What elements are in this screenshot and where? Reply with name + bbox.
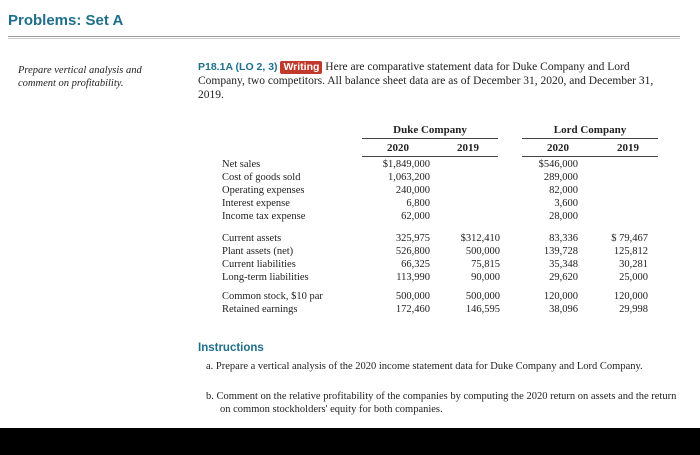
- row-value: 500,000: [465, 291, 500, 302]
- writing-badge: Writing: [280, 61, 322, 74]
- row-value: 113,990: [396, 272, 430, 283]
- row-value: 172,460: [395, 304, 430, 315]
- year-header: 2019: [617, 142, 639, 154]
- header-divider: [8, 36, 680, 37]
- row-label: Common stock, $10 par: [222, 291, 323, 302]
- year-header: 2020: [387, 142, 409, 154]
- row-label: Operating expenses: [222, 185, 305, 196]
- row-value: 29,998: [619, 304, 648, 315]
- row-value: 289,000: [543, 172, 578, 183]
- row-value: 75,815: [471, 259, 500, 270]
- problem-statement: [198, 60, 676, 102]
- section-title: Problems: Set A: [8, 12, 124, 29]
- company-rule-duke: [362, 138, 498, 139]
- row-value: 325,975: [395, 233, 430, 244]
- year-rule-lord: [522, 156, 658, 157]
- row-label: Retained earnings: [222, 304, 298, 315]
- row-label: Net sales: [222, 159, 261, 170]
- margin-note: Prepare vertical analysis and comment on profitability.: [18, 65, 142, 89]
- row-label: Interest expense: [222, 198, 290, 209]
- instructions-title: Instructions: [198, 342, 264, 354]
- row-label: Income tax expense: [222, 211, 306, 222]
- company-header-lord: Lord Company: [553, 124, 627, 136]
- row-value: 28,000: [549, 211, 578, 222]
- row-value: 35,348: [549, 259, 578, 270]
- row-value: 38,096: [549, 304, 578, 315]
- row-value: 139,728: [543, 246, 578, 257]
- row-value: 6,800: [406, 198, 430, 209]
- row-label: Cost of goods sold: [222, 172, 301, 183]
- row-label: Current liabilities: [222, 259, 296, 270]
- row-value: 29,620: [549, 272, 578, 283]
- row-label: Plant assets (net): [222, 246, 294, 257]
- instruction-item-a: a. Prepare a vertical analysis of the 2020 income statement data for Duke Company and Lord Company.: [206, 361, 643, 372]
- year-header: 2020: [547, 142, 569, 154]
- row-value: 62,000: [401, 211, 430, 222]
- row-value: 125,812: [613, 246, 648, 257]
- bottom-bar: [0, 428, 700, 455]
- row-label: Long-term liabilities: [222, 272, 309, 283]
- row-value: 90,000: [471, 272, 500, 283]
- row-value: $546,000: [538, 159, 578, 170]
- company-header-duke: Duke Company: [393, 124, 467, 136]
- row-value: 500,000: [395, 291, 430, 302]
- header-divider-secondary: [8, 38, 680, 39]
- row-value: 25,000: [619, 272, 648, 283]
- row-value: 3,600: [554, 198, 578, 209]
- row-value: 66,325: [401, 259, 430, 270]
- year-header: 2019: [457, 142, 479, 154]
- row-value: 82,000: [549, 185, 578, 196]
- row-value: 500,000: [465, 246, 500, 257]
- row-value: $312,410: [460, 233, 500, 244]
- row-value: 120,000: [543, 291, 578, 302]
- row-value: $1,849,000: [382, 159, 430, 170]
- row-value: 526,800: [395, 246, 430, 257]
- row-value: 1,063,200: [388, 172, 430, 183]
- row-value: 146,595: [465, 304, 500, 315]
- company-rule-lord: [522, 138, 658, 139]
- row-value: $ 79,467: [611, 233, 648, 244]
- row-label: Current assets: [222, 233, 282, 244]
- problem-text: Here are comparative statement data for Duke Company and Lord Company, two competitors. All balance sheet data are as of December 31, 2020, and December 31, 2019.: [198, 61, 654, 101]
- row-value: 120,000: [613, 291, 648, 302]
- problem-number: P18.1A (LO 2, 3): [198, 61, 278, 73]
- instruction-item-b: b. Comment on the relative profitability of the companies by computing the 2020 return on assets and the return on common stockholders' equity for both companies.: [206, 391, 677, 415]
- row-value: 83,336: [549, 233, 578, 244]
- row-value: 30,281: [619, 259, 648, 270]
- row-value: 240,000: [395, 185, 430, 196]
- year-rule-duke: [362, 156, 498, 157]
